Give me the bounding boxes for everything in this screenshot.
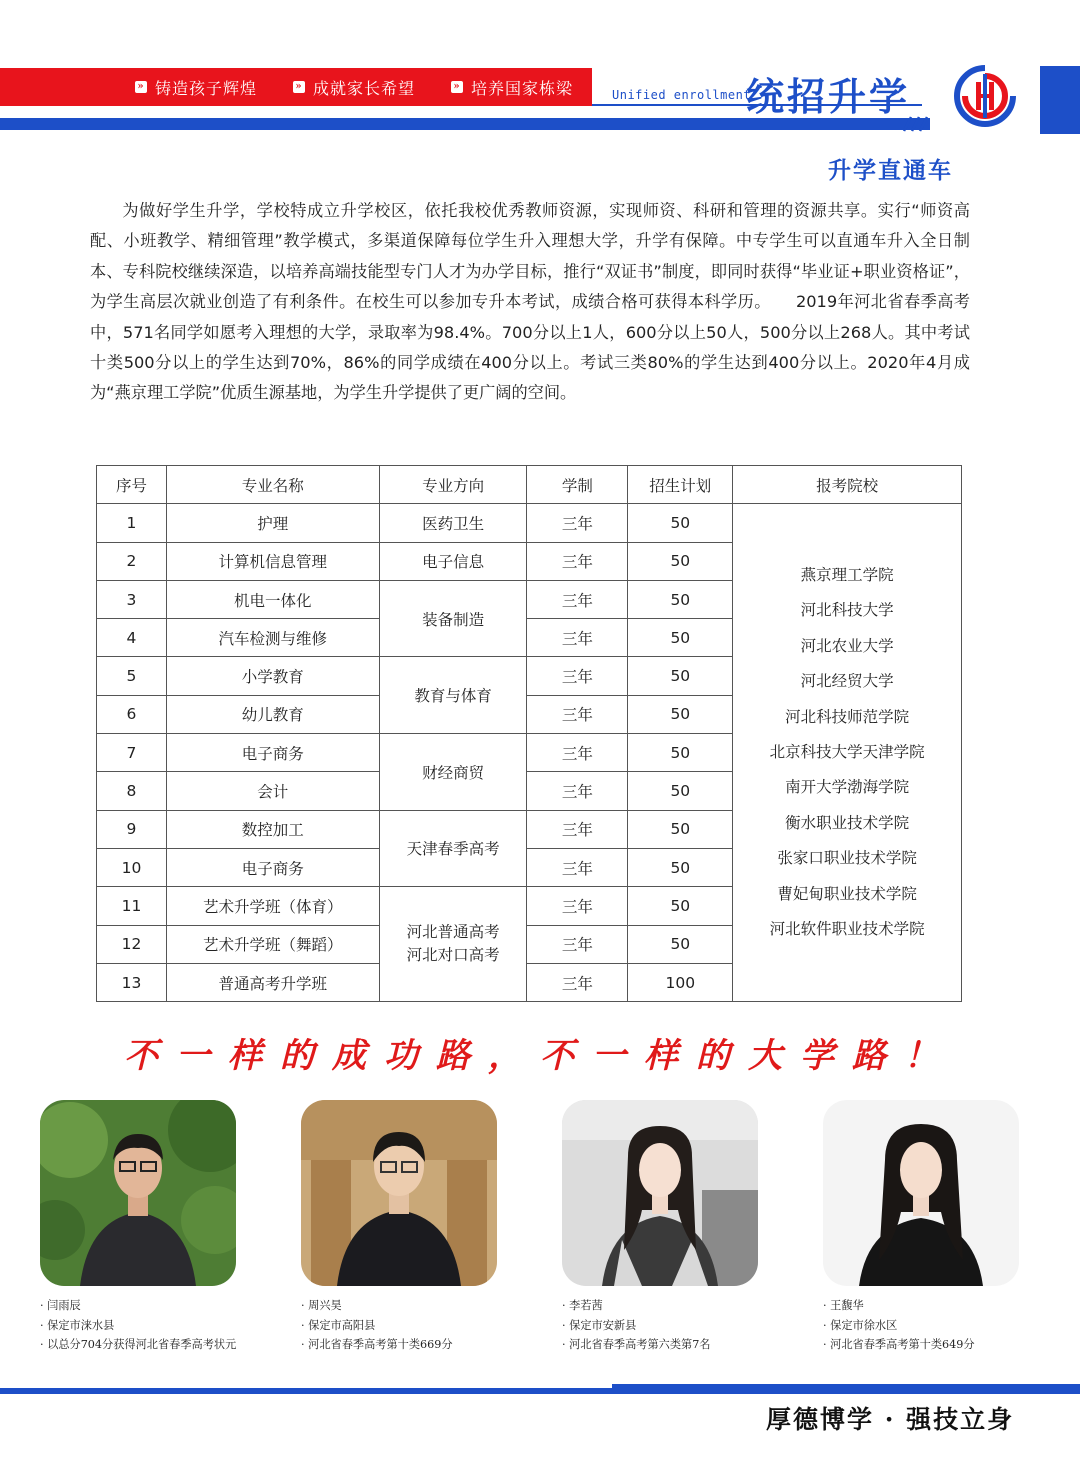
cell-plan: 50	[628, 772, 733, 810]
cell-direction: 天津春季高考	[379, 810, 527, 887]
cell-plan: 50	[628, 695, 733, 733]
cell-plan: 50	[628, 580, 733, 618]
school-item: 衡水职业技术学院	[785, 813, 910, 832]
cell-direction: 财经商贸	[379, 734, 527, 811]
student-name: · 王馥华	[823, 1296, 1059, 1316]
school-item: 河北农业大学	[800, 636, 894, 655]
cell-plan: 100	[628, 963, 733, 1001]
cell-direction: 教育与体育	[379, 657, 527, 734]
cell-duration: 三年	[527, 619, 628, 657]
cell-no: 3	[97, 580, 167, 618]
slogan-item	[293, 76, 415, 99]
slogan-item	[451, 76, 573, 99]
school-item: 河北科技大学	[800, 601, 894, 620]
section-title: 升学直通车	[828, 158, 953, 184]
cell-duration: 三年	[527, 542, 628, 580]
bullet-icon: »	[135, 81, 147, 93]
cell-major: 电子商务	[166, 734, 379, 772]
cell-no: 8	[97, 772, 167, 810]
student-name: · 李若茜	[562, 1296, 798, 1316]
header-english-subtitle: Unified enrollment	[612, 88, 752, 102]
header-blue-block	[1040, 66, 1080, 134]
cell-duration: 三年	[527, 580, 628, 618]
student-card	[40, 1100, 276, 1355]
cell-plan: 50	[628, 734, 733, 772]
slogan-text: 成就家长希望	[313, 78, 416, 98]
student-card	[301, 1100, 537, 1355]
slogan-text: 培养国家栋梁	[471, 78, 574, 98]
student-photo	[301, 1100, 497, 1286]
cell-duration: 三年	[527, 504, 628, 542]
cell-no: 6	[97, 695, 167, 733]
cell-plan: 50	[628, 925, 733, 963]
column-header: 专业方向	[379, 466, 527, 504]
school-list	[733, 563, 961, 942]
cell-no: 10	[97, 848, 167, 886]
footer-stripe-thick	[612, 1384, 1080, 1394]
cell-plan: 50	[628, 810, 733, 848]
cell-duration: 三年	[527, 810, 628, 848]
cell-duration: 三年	[527, 848, 628, 886]
footer-slogan: 厚德博学 · 强技立身	[766, 1405, 1015, 1434]
school-item: 北京科技大学天津学院	[769, 743, 925, 762]
slogan-item	[135, 76, 257, 99]
column-header: 专业名称	[166, 466, 379, 504]
student-info	[562, 1296, 798, 1355]
cell-no: 13	[97, 963, 167, 1001]
cell-major: 幼儿教育	[166, 695, 379, 733]
cell-major: 数控加工	[166, 810, 379, 848]
cell-no: 7	[97, 734, 167, 772]
cell-plan: 50	[628, 504, 733, 542]
direction-line: 河北普通高考	[406, 923, 500, 942]
student-location: · 保定市涞水县	[40, 1316, 276, 1336]
student-card	[562, 1100, 798, 1355]
cell-direction: 装备制造	[379, 580, 527, 657]
cell-plan: 50	[628, 542, 733, 580]
direction-pair	[380, 921, 527, 967]
cell-major: 小学教育	[166, 657, 379, 695]
cell-plan: 50	[628, 657, 733, 695]
bullet-icon: »	[451, 81, 463, 93]
column-header: 序号	[97, 466, 167, 504]
cell-no: 4	[97, 619, 167, 657]
student-card	[823, 1100, 1059, 1355]
school-item: 燕京理工学院	[800, 565, 894, 584]
student-photo	[562, 1100, 758, 1286]
cell-no: 1	[97, 504, 167, 542]
cell-major: 会计	[166, 772, 379, 810]
intro-paragraph: 为做好学生升学，学校特成立升学校区，依托我校优秀教师资源，实现师资、科研和管理的资源共享。实行“师资高配、小班教学、精细管理”教学模式，多渠道保障每位学生升入理想大学，升学有保障。中专学生可以直通车升入全日制本、专科院校继续深造，以培养高端技能型专门人才为办学目标，推行“双证书”制度，即同时获得“毕业证+职业资格证”，为学生高层次就业创造了有利条件。在校生可以参加专升本考试，成绩合格可获得本科学历。 2019年河北省春季高考中，571名同学如愿考入理想的大学，录取率为98.4%。700分以上1人，600分以上50人，500分以上268人。其中考试十类500分以上的学生达到70%，86%的同学成绩在400分以上。考试三类80%的学生达到400分以上。2020年4月成为“燕京理工学院”优质生源基地，为学生升学提供了更广阔的空间。	[90, 201, 970, 403]
cell-major: 艺术升学班（体育）	[166, 887, 379, 925]
motto-banner: 不一样的成功路，不一样的大学路！	[124, 1036, 956, 1076]
school-item: 河北科技师范学院	[785, 707, 910, 726]
footer-stripe	[0, 1388, 612, 1394]
table-header-row	[97, 466, 962, 504]
cell-duration: 三年	[527, 657, 628, 695]
student-achievement: · 河北省春季高考第十类649分	[823, 1335, 1059, 1355]
cell-plan: 50	[628, 619, 733, 657]
cell-duration: 三年	[527, 734, 628, 772]
student-location: · 保定市安新县	[562, 1316, 798, 1336]
cell-plan: 50	[628, 848, 733, 886]
column-header: 报考院校	[733, 466, 962, 504]
column-header: 招生计划	[628, 466, 733, 504]
majors-table	[96, 465, 962, 1002]
student-achievement: · 河北省春季高考第十类669分	[301, 1335, 537, 1355]
cell-direction: 电子信息	[379, 542, 527, 580]
student-achievement: · 以总分704分获得河北省春季高考状元	[40, 1335, 276, 1355]
cell-no: 9	[97, 810, 167, 848]
cell-duration: 三年	[527, 887, 628, 925]
student-name: · 周兴昊	[301, 1296, 537, 1316]
cell-duration: 三年	[527, 925, 628, 963]
slogan-text: 铸造孩子辉煌	[155, 78, 258, 98]
school-item: 河北经贸大学	[800, 672, 894, 691]
student-name: · 闫雨辰	[40, 1296, 276, 1316]
direction-line: 河北对口高考	[406, 946, 500, 965]
cell-direction	[379, 887, 527, 1002]
cell-schools	[733, 504, 962, 1002]
cell-direction: 医药卫生	[379, 504, 527, 542]
student-location: · 保定市高阳县	[301, 1316, 537, 1336]
cell-major: 普通高考升学班	[166, 963, 379, 1001]
cell-major: 机电一体化	[166, 580, 379, 618]
school-item: 南开大学渤海学院	[785, 778, 910, 797]
student-info	[301, 1296, 537, 1355]
header-slogans	[135, 68, 573, 106]
school-item: 张家口职业技术学院	[777, 849, 917, 868]
student-location: · 保定市徐水区	[823, 1316, 1059, 1336]
cell-no: 5	[97, 657, 167, 695]
cell-no: 11	[97, 887, 167, 925]
cell-no: 12	[97, 925, 167, 963]
cell-plan: 50	[628, 887, 733, 925]
school-item: 曹妃甸职业技术学院	[777, 884, 917, 903]
cell-duration: 三年	[527, 963, 628, 1001]
student-photo	[823, 1100, 1019, 1286]
cell-duration: 三年	[527, 772, 628, 810]
header-title: 统招升学	[746, 75, 911, 119]
cell-major: 艺术升学班（舞蹈）	[166, 925, 379, 963]
school-logo-icon	[946, 64, 1024, 128]
cell-duration: 三年	[527, 695, 628, 733]
table-row	[97, 504, 962, 542]
student-photo	[40, 1100, 236, 1286]
column-header: 学制	[527, 466, 628, 504]
student-achievement: · 河北省春季高考第六类第7名	[562, 1335, 798, 1355]
slash-decoration-icon	[902, 114, 928, 132]
student-info	[823, 1296, 1059, 1355]
bullet-icon: »	[293, 81, 305, 93]
cell-major: 护理	[166, 504, 379, 542]
cell-no: 2	[97, 542, 167, 580]
student-info	[40, 1296, 276, 1355]
cell-major: 汽车检测与维修	[166, 619, 379, 657]
school-item: 河北软件职业技术学院	[769, 920, 925, 939]
cell-major: 电子商务	[166, 848, 379, 886]
cell-major: 计算机信息管理	[166, 542, 379, 580]
